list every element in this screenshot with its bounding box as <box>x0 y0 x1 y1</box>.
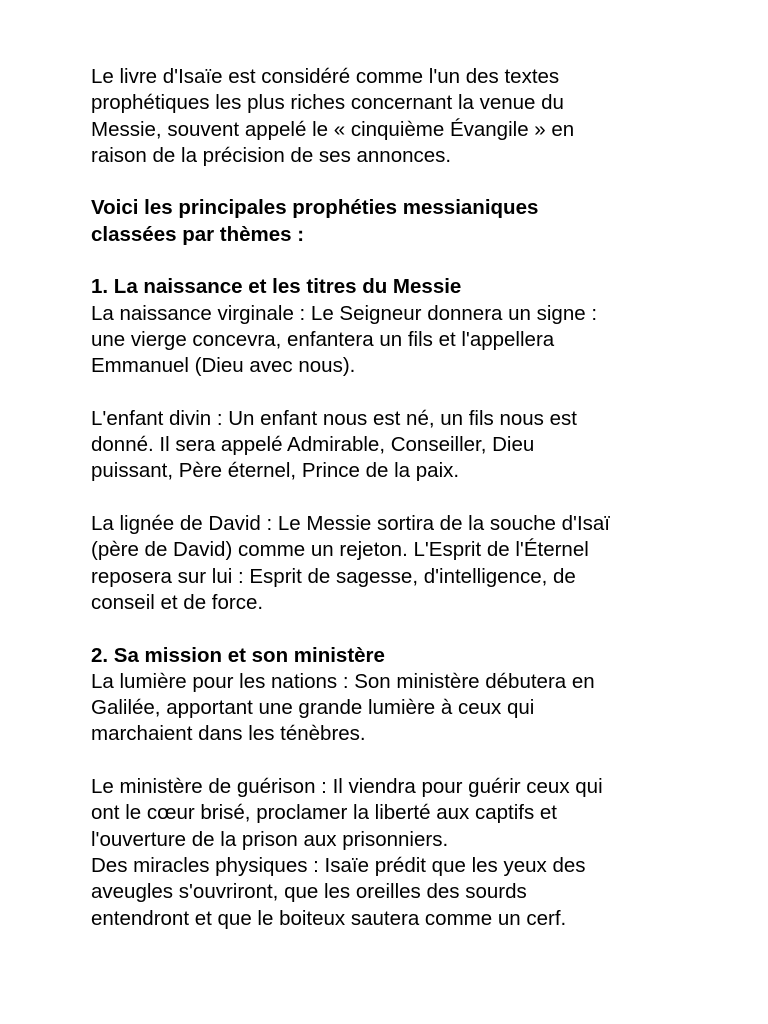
lead-paragraph: Voici les principales prophéties messianiques classées par thèmes : <box>91 196 539 246</box>
section-1-item-1: La naissance virginale : Le Seigneur donnera un signe : une vierge concevra, enfantera un fils et l'appellera Emmanuel (Dieu avec nous). <box>91 301 598 378</box>
section-1-heading: 1. La naissance et les titres du Messie <box>91 275 462 299</box>
section-2-item-2: Le ministère de guérison : Il viendra pour guérir ceux qui ont le cœur brisé, proclamer la liberté aux captifs et l'ouverture de la prison aux prisonniers. <box>91 775 603 851</box>
section-1-item-3: La lignée de David : Le Messie sortira de la souche d'Isaï (père de David) comme un rejeton. L'Esprit de l'Éternel reposera sur lui : Esprit de sagesse, d'intelligence, de conseil et de force. <box>91 512 610 614</box>
section-2-heading: 2. Sa mission et son ministère <box>91 643 385 667</box>
section-2-item-1: La lumière pour les nations : Son ministère débutera en Galilée, apportant une grande lumière à ceux qui marchaient dans les ténèbres. <box>91 669 595 746</box>
section-2-heading-block <box>91 643 731 748</box>
section-1-heading-block <box>91 274 731 379</box>
intro-paragraph: Le livre d'Isaïe est considéré comme l'un des textes prophétiques les plus riches concernant la venue du Messie, souvent appelé le « cinquième Évangile » en raison de la précision de ses annonces. <box>91 65 575 167</box>
document-page <box>91 64 731 932</box>
section-1-item-2: L'enfant divin : Un enfant nous est né, un fils nous est donné. Il sera appelé Admirable, Conseiller, Dieu puissant, Père éternel, Prince de la paix. <box>91 406 577 483</box>
section-2-item-3: Des miracles physiques : Isaïe prédit que les yeux des aveugles s'ouvriront, que les oreilles des sourds entendront et que le boiteux sautera comme un cerf. <box>91 853 586 930</box>
